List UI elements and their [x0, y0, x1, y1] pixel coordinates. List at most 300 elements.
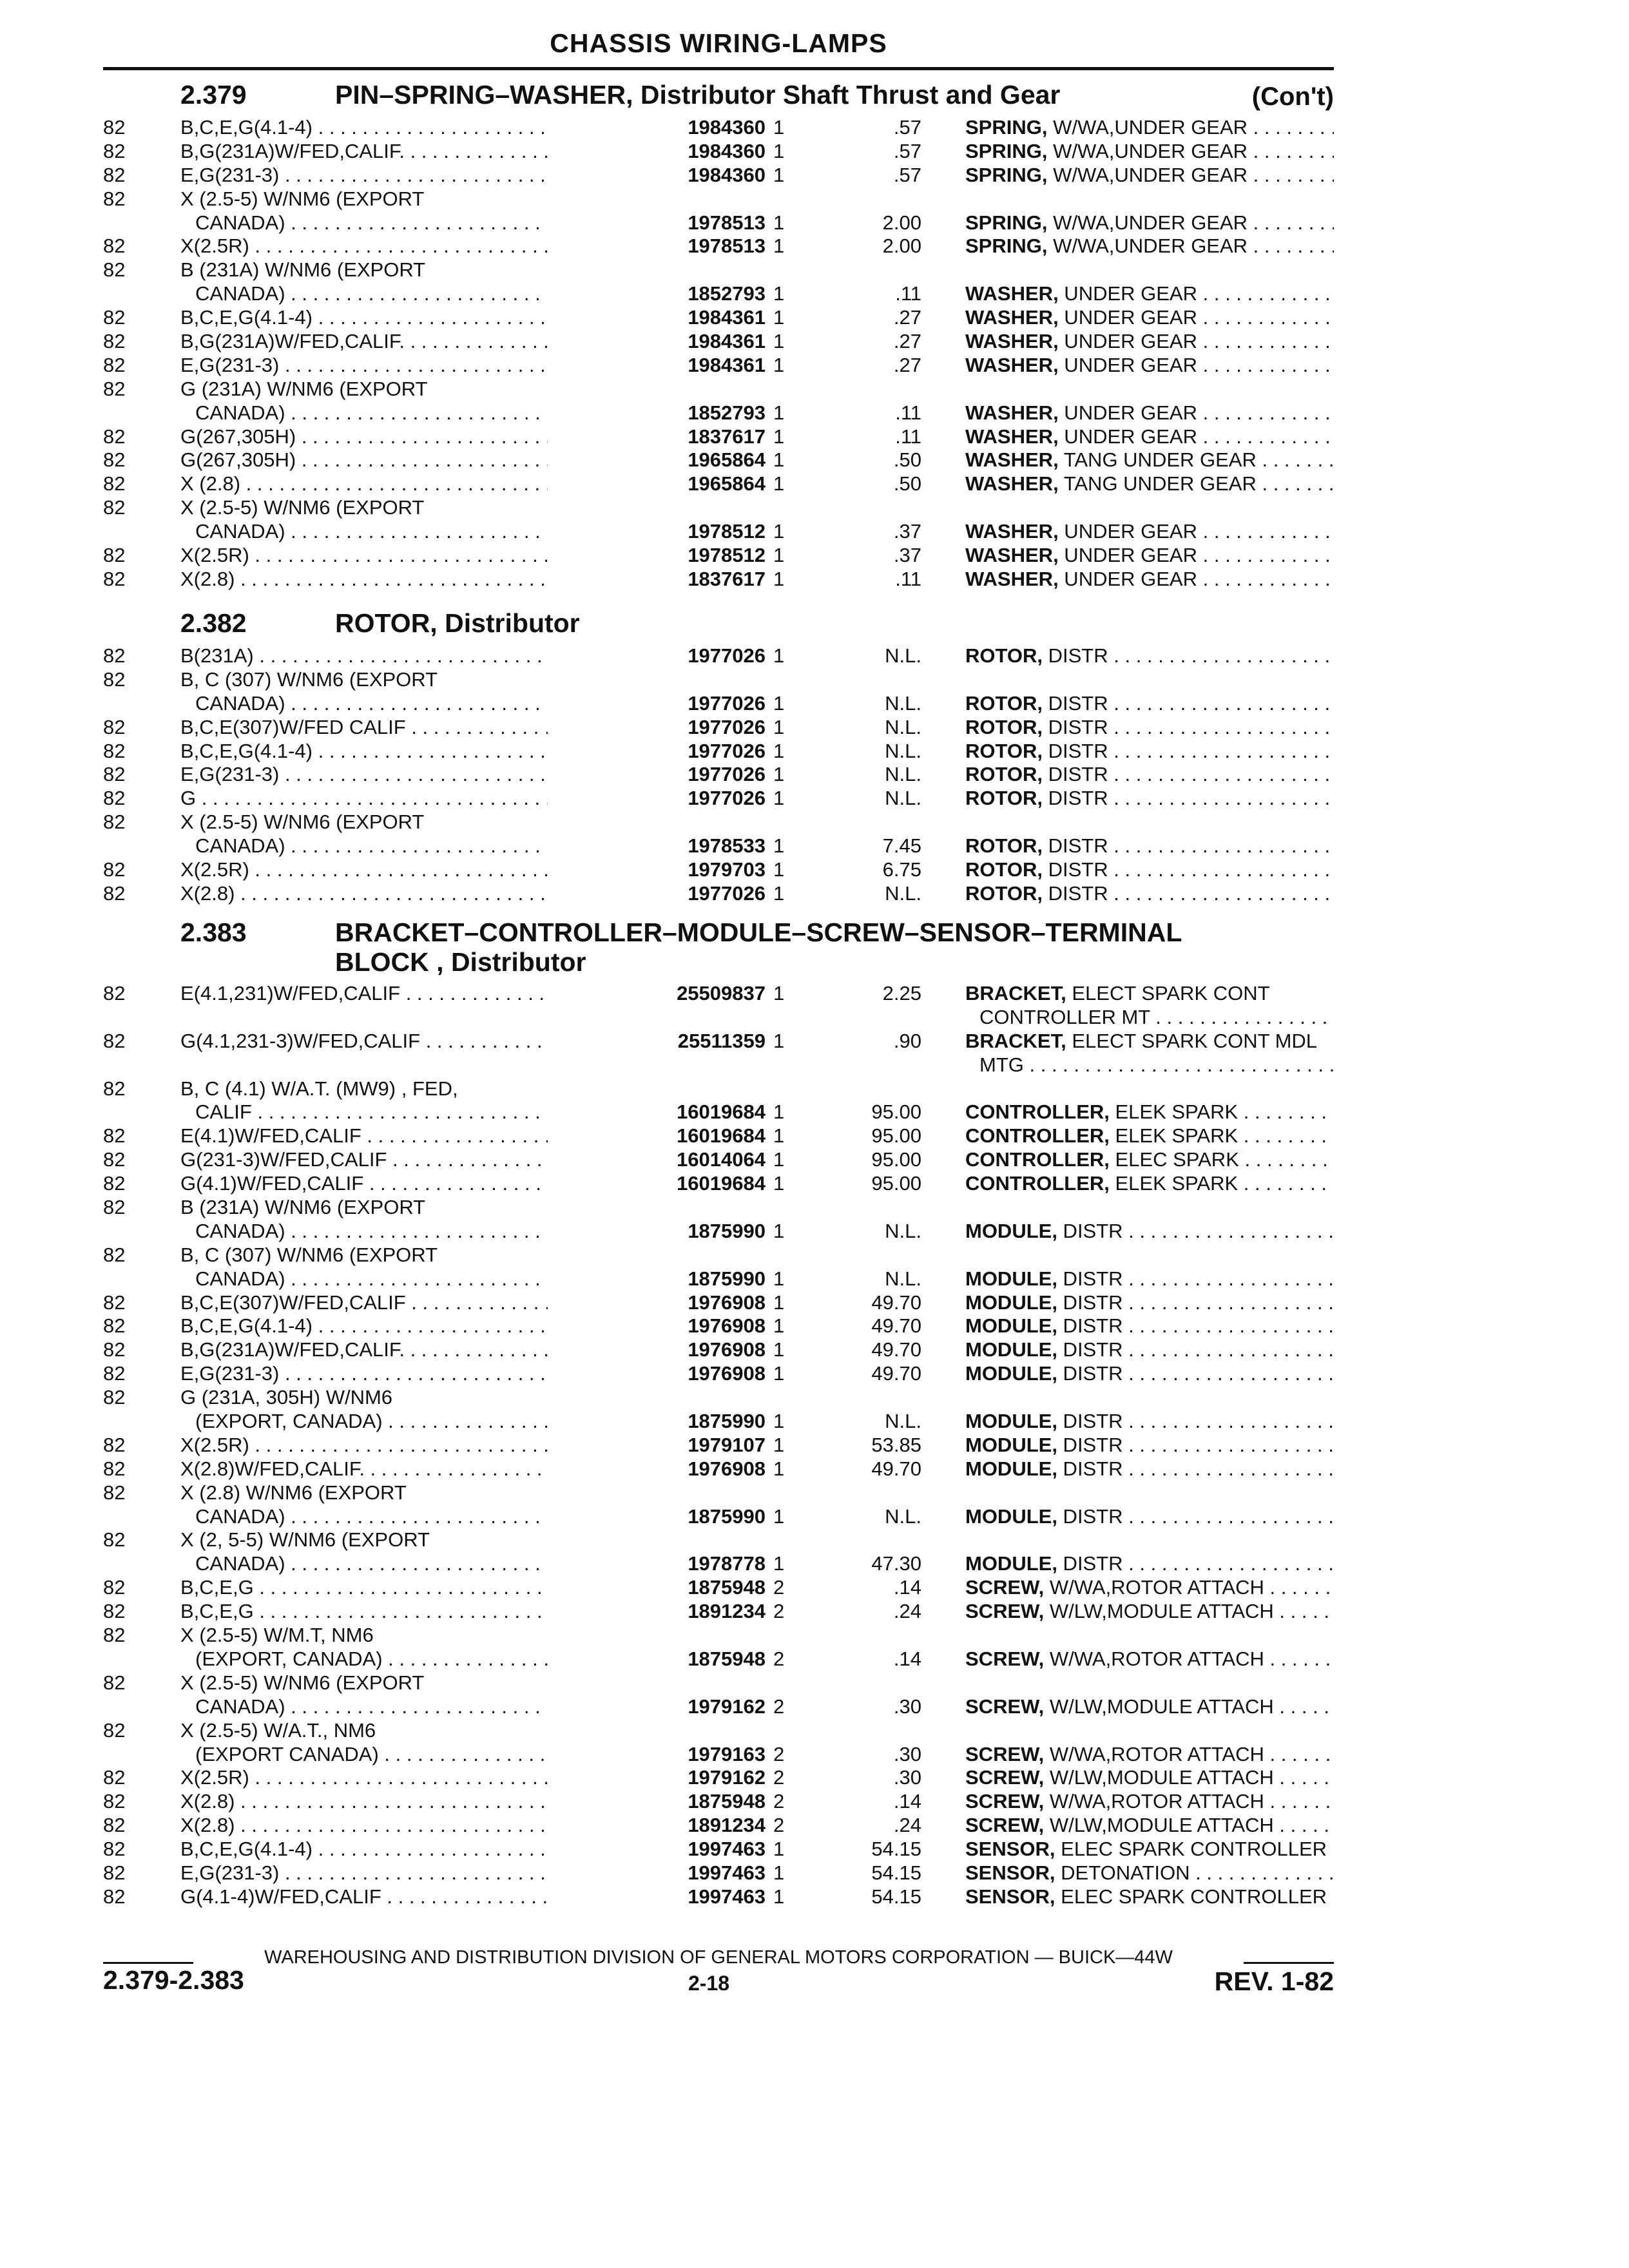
part-number: 1978533 [548, 834, 766, 858]
part-number: 1852793 [548, 282, 766, 306]
parts-row [103, 282, 1334, 306]
quantity: 2 [773, 1790, 785, 1813]
parts-row [103, 1314, 1334, 1338]
part-number: 1978513 [548, 211, 766, 235]
part-description [965, 1124, 1334, 1148]
page-title: CHASSIS WIRING-LAMPS [550, 28, 887, 58]
application-text: X(2.5R) . . . [180, 858, 631, 882]
part-description [965, 164, 1334, 187]
model-year-code: 82 [103, 1338, 126, 1361]
quantity: 1 [773, 116, 785, 139]
part-detail: ELEC SPARK CONTROLLER [1055, 1838, 1327, 1861]
part-description-continued: MTG . . . [979, 1053, 1334, 1077]
part-description [965, 1267, 1334, 1291]
part-description [965, 1100, 1334, 1124]
list-price: N.L. [885, 763, 921, 786]
quantity: 1 [773, 1314, 785, 1338]
list-price: .11 [895, 282, 921, 305]
section-2-379 [103, 77, 1334, 591]
part-number: 1875948 [548, 1790, 766, 1814]
parts-row [103, 520, 1334, 544]
part-detail: DISTR [1057, 1219, 1123, 1242]
model-year-code: 82 [103, 1885, 126, 1908]
part-description [965, 306, 1334, 330]
application-text: E(4.1,231)W/FED,CALIF . . . [180, 982, 631, 1006]
section-title-subject: Distributor Shaft Thrust and Gear [633, 80, 1061, 110]
part-detail: W/LW,MODULE ATTACH [1044, 1814, 1274, 1837]
quantity: 1 [773, 1885, 785, 1908]
list-price: .50 [893, 448, 921, 472]
application-text: B,G(231A)W/FED,CALIF. . . . [180, 140, 631, 164]
part-detail: UNDER GEAR [1058, 425, 1197, 448]
quantity: 1 [773, 1148, 785, 1171]
section-heading [103, 606, 1334, 644]
part-description [965, 1766, 1334, 1790]
application-text: X(2.5R) . . . [180, 1766, 631, 1790]
model-year-code: 82 [103, 763, 126, 786]
parts-row [103, 1338, 1334, 1362]
parts-row [103, 472, 1334, 496]
application-text: CANADA) . . . [195, 282, 646, 306]
part-number: 1978513 [548, 235, 766, 258]
part-name: ROTOR, [965, 691, 1043, 715]
model-year-code: 82 [103, 187, 126, 210]
application-text: CANADA) . . . [195, 211, 646, 235]
quantity: 1 [773, 1172, 785, 1195]
parts-row [103, 1291, 1334, 1315]
application-text: CANADA) . . . [195, 692, 646, 716]
application-text: X (2.5-5) W/NM6 (EXPORT [180, 811, 425, 834]
list-price: 7.45 [882, 834, 921, 858]
list-price: .24 [893, 1600, 921, 1623]
parts-row [103, 1434, 1334, 1457]
list-price: N.L. [885, 1267, 921, 1290]
model-year-code: 82 [103, 472, 126, 495]
parts-row [103, 187, 1334, 211]
part-detail: UNDER GEAR [1058, 401, 1197, 424]
part-description [965, 1314, 1334, 1338]
part-name: ROTOR, [965, 834, 1043, 858]
application-text: X (2.8) . . . [180, 472, 631, 496]
model-year-code: 82 [103, 982, 126, 1004]
list-price: .11 [895, 567, 921, 590]
parts-row [103, 1006, 1334, 1030]
quantity: 1 [773, 306, 785, 329]
list-price: N.L. [885, 1410, 921, 1433]
part-name: WASHER, [965, 353, 1059, 376]
parts-row [103, 1196, 1334, 1220]
part-detail: UNDER GEAR [1058, 353, 1197, 376]
part-description [965, 448, 1334, 472]
part-name: MODULE, [965, 1219, 1057, 1242]
section-heading [103, 77, 1334, 116]
part-detail: DISTR [1057, 1410, 1123, 1433]
quantity: 1 [773, 1291, 785, 1314]
part-number: 16014064 [548, 1148, 766, 1172]
quantity: 1 [773, 1124, 785, 1148]
part-number: 1977026 [548, 763, 766, 787]
quantity: 1 [773, 1552, 785, 1575]
section-continued-label: (Con't) [1251, 82, 1334, 111]
application-text: B(231A) . . . [180, 644, 631, 668]
part-number: 1979703 [548, 858, 766, 882]
part-description [965, 425, 1334, 449]
quantity: 1 [773, 1838, 785, 1861]
list-price: .27 [893, 306, 921, 329]
section-2-383 [103, 915, 1334, 1909]
parts-row [103, 1790, 1334, 1814]
part-number: 1965864 [548, 472, 766, 496]
part-description [965, 858, 1334, 882]
model-year-code: 82 [103, 1386, 126, 1409]
part-description-continued: CONTROLLER MT . . . [979, 1006, 1334, 1030]
part-name: SCREW, [965, 1766, 1045, 1789]
part-detail: ELECT SPARK CONT [1066, 982, 1270, 1004]
list-price: N.L. [885, 644, 921, 667]
part-description [965, 354, 1334, 378]
parts-row [103, 1861, 1334, 1885]
application-text: X(2.5R) . . . [180, 235, 631, 258]
parts-row [103, 763, 1334, 787]
quantity: 1 [773, 235, 785, 258]
part-description [965, 1552, 1334, 1576]
part-name: MODULE, [965, 1552, 1057, 1575]
parts-row [103, 1719, 1334, 1743]
quantity: 2 [773, 1814, 785, 1837]
part-detail: W/WA,ROTOR ATTACH [1044, 1790, 1264, 1813]
part-description [965, 1885, 1334, 1909]
list-price: 2.00 [882, 235, 921, 258]
part-name: SPRING, [965, 116, 1048, 139]
parts-row [103, 1457, 1334, 1481]
part-detail: DISTR [1057, 1267, 1123, 1290]
part-number: 1977026 [548, 716, 766, 740]
model-year-code: 82 [103, 1600, 126, 1623]
section-title-line2: BLOCK , [335, 947, 444, 977]
part-name: WASHER, [965, 330, 1059, 353]
list-price: .37 [893, 544, 921, 567]
application-text: CANADA) . . . [195, 834, 646, 858]
part-detail: W/WA,UNDER GEAR [1047, 235, 1248, 258]
part-number: 1965864 [548, 448, 766, 472]
list-price: 95.00 [871, 1172, 921, 1195]
part-number: 16019684 [548, 1100, 766, 1124]
quantity: 2 [773, 1742, 785, 1765]
parts-row [103, 1695, 1334, 1719]
quantity: 1 [773, 644, 785, 667]
part-name: CONTROLLER, [965, 1148, 1110, 1171]
part-detail: DISTR [1043, 787, 1108, 810]
part-description [965, 1148, 1334, 1172]
part-detail: W/WA,UNDER GEAR [1047, 163, 1248, 186]
quantity: 1 [773, 691, 785, 715]
list-price: .14 [893, 1790, 921, 1813]
part-description [965, 1362, 1334, 1386]
part-number: 1978512 [548, 520, 766, 544]
application-text: B,C,E,G(4.1-4) . . . [180, 740, 631, 764]
quantity: 2 [773, 1695, 785, 1718]
part-number: 1837617 [548, 425, 766, 449]
list-price: 49.70 [871, 1338, 921, 1361]
part-number: 1984360 [548, 164, 766, 187]
quantity: 1 [773, 1362, 785, 1385]
section-2-382 [103, 606, 1334, 906]
part-description [965, 1695, 1334, 1719]
model-year-code: 82 [103, 1243, 126, 1266]
header-rule [103, 67, 1334, 70]
part-name: SCREW, [965, 1576, 1045, 1599]
part-number: 1875990 [548, 1505, 766, 1529]
parts-row [103, 1172, 1334, 1196]
part-description [965, 330, 1334, 354]
parts-row [103, 834, 1334, 858]
part-detail: W/WA,ROTOR ATTACH [1044, 1576, 1264, 1599]
model-year-code: 82 [103, 1766, 126, 1789]
part-name: SCREW, [965, 1814, 1045, 1837]
part-detail: DISTR [1057, 1504, 1123, 1528]
part-number: 1976908 [548, 1314, 766, 1338]
part-description [965, 544, 1334, 568]
model-year-code: 82 [103, 715, 126, 738]
list-price: N.L. [885, 881, 921, 905]
part-detail: DISTR [1043, 834, 1108, 858]
part-number: 1977026 [548, 882, 766, 906]
application-text: (EXPORT, CANADA) . . . [195, 1648, 646, 1671]
parts-row [103, 1671, 1334, 1695]
part-number: 1976908 [548, 1291, 766, 1315]
application-text: X (2.5-5) W/A.T., NM6 [180, 1718, 376, 1742]
list-price: 6.75 [882, 858, 921, 881]
part-description [965, 644, 1334, 668]
model-year-code: 82 [103, 1838, 126, 1861]
model-year-code: 82 [103, 496, 126, 519]
part-name: WASHER, [965, 448, 1059, 472]
part-name: WASHER, [965, 306, 1059, 329]
part-number: 25511359 [548, 1030, 766, 1053]
part-description [965, 1576, 1334, 1600]
application-text: B,C,E(307)W/FED CALIF . . . [180, 716, 631, 740]
part-detail: DISTR [1057, 1338, 1123, 1361]
model-year-code: 82 [103, 353, 126, 376]
quantity: 1 [773, 1861, 785, 1884]
part-number: 1852793 [548, 401, 766, 425]
quantity: 1 [773, 1267, 785, 1290]
application-text: CANADA) . . . [195, 1552, 646, 1576]
application-text: X (2.8) W/NM6 (EXPORT [180, 1481, 407, 1504]
part-detail: DETONATION [1055, 1861, 1190, 1884]
model-year-code: 82 [103, 330, 126, 353]
part-detail: TANG UNDER GEAR [1058, 448, 1257, 472]
part-number: 1977026 [548, 644, 766, 668]
list-price: 95.00 [871, 1148, 921, 1171]
model-year-code: 82 [103, 377, 126, 400]
parts-row [103, 982, 1334, 1006]
parts-row [103, 1552, 1334, 1576]
application-text: X(2.8) . . . [180, 568, 631, 591]
model-year-code: 82 [103, 739, 126, 762]
application-text: X (2.5-5) W/NM6 (EXPORT [180, 1671, 425, 1694]
application-text: E,G(231-3) . . . [180, 1362, 631, 1386]
list-price: N.L. [885, 787, 921, 810]
application-text: B,C,E,G(4.1-4) . . . [180, 306, 631, 330]
parts-row [103, 354, 1334, 378]
parts-row [103, 1148, 1334, 1172]
part-name: SENSOR, [965, 1885, 1055, 1908]
model-year-code: 82 [103, 858, 126, 881]
section-title [335, 608, 580, 638]
part-description [965, 1743, 1334, 1767]
application-text: G(267,305H) . . . [180, 425, 631, 449]
quantity: 1 [773, 425, 785, 448]
application-text: CANADA) . . . [195, 1267, 646, 1291]
section-number: 2.379 [180, 80, 247, 110]
part-number: 1891234 [548, 1600, 766, 1624]
list-price: 53.85 [871, 1433, 921, 1456]
application-text: G(267,305H) . . . [180, 448, 631, 472]
part-description [965, 763, 1334, 787]
application-text: X (2.5-5) W/NM6 (EXPORT [180, 496, 425, 519]
part-description [965, 211, 1334, 235]
part-name: WASHER, [965, 401, 1059, 424]
model-year-code: 82 [103, 644, 126, 667]
part-detail: W/WA,UNDER GEAR [1047, 211, 1248, 234]
application-text: B, C (307) W/NM6 (EXPORT [180, 1243, 438, 1266]
part-detail: DISTR [1057, 1291, 1123, 1314]
application-text: X(2.8) . . . [180, 882, 631, 906]
quantity: 1 [773, 715, 785, 738]
model-year-code: 82 [103, 787, 126, 810]
parts-row [103, 811, 1334, 834]
list-price: .30 [893, 1742, 921, 1765]
part-name: SCREW, [965, 1742, 1045, 1765]
list-price: 95.00 [871, 1124, 921, 1148]
part-detail: ELECT SPARK CONT MDL [1066, 1029, 1318, 1052]
part-description [965, 1410, 1334, 1434]
part-detail: W/WA,UNDER GEAR [1047, 139, 1248, 162]
section-title-main: ROTOR, [335, 608, 438, 638]
application-text: G(4.1,231-3)W/FED,CALIF . . . [180, 1030, 631, 1053]
part-number: 1979107 [548, 1434, 766, 1457]
list-price: .11 [895, 401, 921, 424]
application-text: G(4.1-4)W/FED,CALIF . . . [180, 1885, 631, 1909]
application-text: B,C,E,G . . . [180, 1576, 631, 1600]
model-year-code: 82 [103, 1433, 126, 1456]
parts-row [103, 1244, 1334, 1267]
list-price: 49.70 [871, 1291, 921, 1314]
model-year-code: 82 [103, 258, 126, 282]
quantity: 1 [773, 982, 785, 1004]
list-price: 54.15 [871, 1885, 921, 1908]
part-description [965, 1505, 1334, 1529]
part-number: 1979162 [548, 1695, 766, 1719]
application-text: (EXPORT, CANADA) . . . [195, 1410, 646, 1434]
quantity: 1 [773, 858, 785, 881]
part-detail: DISTR [1043, 858, 1108, 881]
application-text: B,C,E(307)W/FED,CALIF . . . [180, 1291, 631, 1315]
part-detail: DISTR [1057, 1457, 1123, 1480]
list-price: 49.70 [871, 1457, 921, 1480]
quantity: 1 [773, 282, 785, 305]
part-number: 1977026 [548, 787, 766, 811]
parts-row [103, 378, 1334, 401]
part-name: MODULE, [965, 1291, 1057, 1314]
model-year-code: 82 [103, 881, 126, 905]
part-name: WASHER, [965, 472, 1059, 495]
application-text: B,C,E,G(4.1-4) . . . [180, 116, 631, 140]
application-text: CANADA) . . . [195, 520, 646, 544]
part-description [965, 1030, 1334, 1053]
list-price: 47.30 [871, 1552, 921, 1575]
part-description [965, 740, 1334, 764]
part-detail: ELEK SPARK [1109, 1172, 1239, 1195]
part-name: MODULE, [965, 1267, 1057, 1290]
parts-row [103, 330, 1334, 354]
parts-row [103, 1362, 1334, 1386]
model-year-code: 82 [103, 1457, 126, 1480]
part-number: 1997463 [548, 1861, 766, 1885]
application-text: CANADA) . . . [195, 401, 646, 425]
part-description [965, 692, 1334, 716]
quantity: 1 [773, 881, 785, 905]
quantity: 1 [773, 1504, 785, 1528]
part-number: 1997463 [548, 1838, 766, 1861]
list-price: .24 [893, 1814, 921, 1837]
part-number: 1978778 [548, 1552, 766, 1576]
list-price: N.L. [885, 739, 921, 762]
list-price: .57 [893, 139, 921, 162]
parts-row [103, 568, 1334, 591]
part-description [965, 1861, 1334, 1885]
part-number: 1837617 [548, 568, 766, 591]
part-name: SCREW, [965, 1790, 1045, 1813]
part-detail: UNDER GEAR [1058, 567, 1197, 590]
part-description [965, 982, 1334, 1006]
application-text: X(2.5R) . . . [180, 544, 631, 568]
part-name: SPRING, [965, 235, 1048, 258]
quantity: 1 [773, 1219, 785, 1242]
list-price: .14 [893, 1647, 921, 1670]
list-price: 49.70 [871, 1362, 921, 1385]
parts-row [103, 1528, 1334, 1552]
quantity: 1 [773, 139, 785, 162]
parts-row [103, 164, 1334, 187]
application-text: E,G(231-3) . . . [180, 354, 631, 378]
part-name: SCREW, [965, 1695, 1045, 1718]
parts-row [103, 1267, 1334, 1291]
application-text: B (231A) W/NM6 (EXPORT [180, 258, 426, 282]
model-year-code: 82 [103, 811, 126, 834]
part-description [965, 1648, 1334, 1671]
section-heading [103, 915, 1334, 982]
part-name: BRACKET, [965, 1029, 1066, 1052]
model-year-code: 82 [103, 1314, 126, 1338]
part-description [965, 882, 1334, 906]
list-price: .27 [893, 330, 921, 353]
part-name: CONTROLLER, [965, 1172, 1110, 1195]
part-detail: W/LW,MODULE ATTACH [1044, 1766, 1274, 1789]
list-price: 49.70 [871, 1314, 921, 1338]
part-name: SPRING, [965, 211, 1048, 234]
list-price: .14 [893, 1576, 921, 1599]
part-name: SENSOR, [965, 1861, 1055, 1884]
part-number: 1875948 [548, 1576, 766, 1600]
application-text: X(2.8) . . . [180, 1814, 631, 1838]
part-number: 1997463 [548, 1885, 766, 1909]
part-description [965, 787, 1334, 811]
application-text: E,G(231-3) . . . [180, 763, 631, 787]
part-number: 25509837 [548, 982, 766, 1006]
list-price: .50 [893, 472, 921, 495]
